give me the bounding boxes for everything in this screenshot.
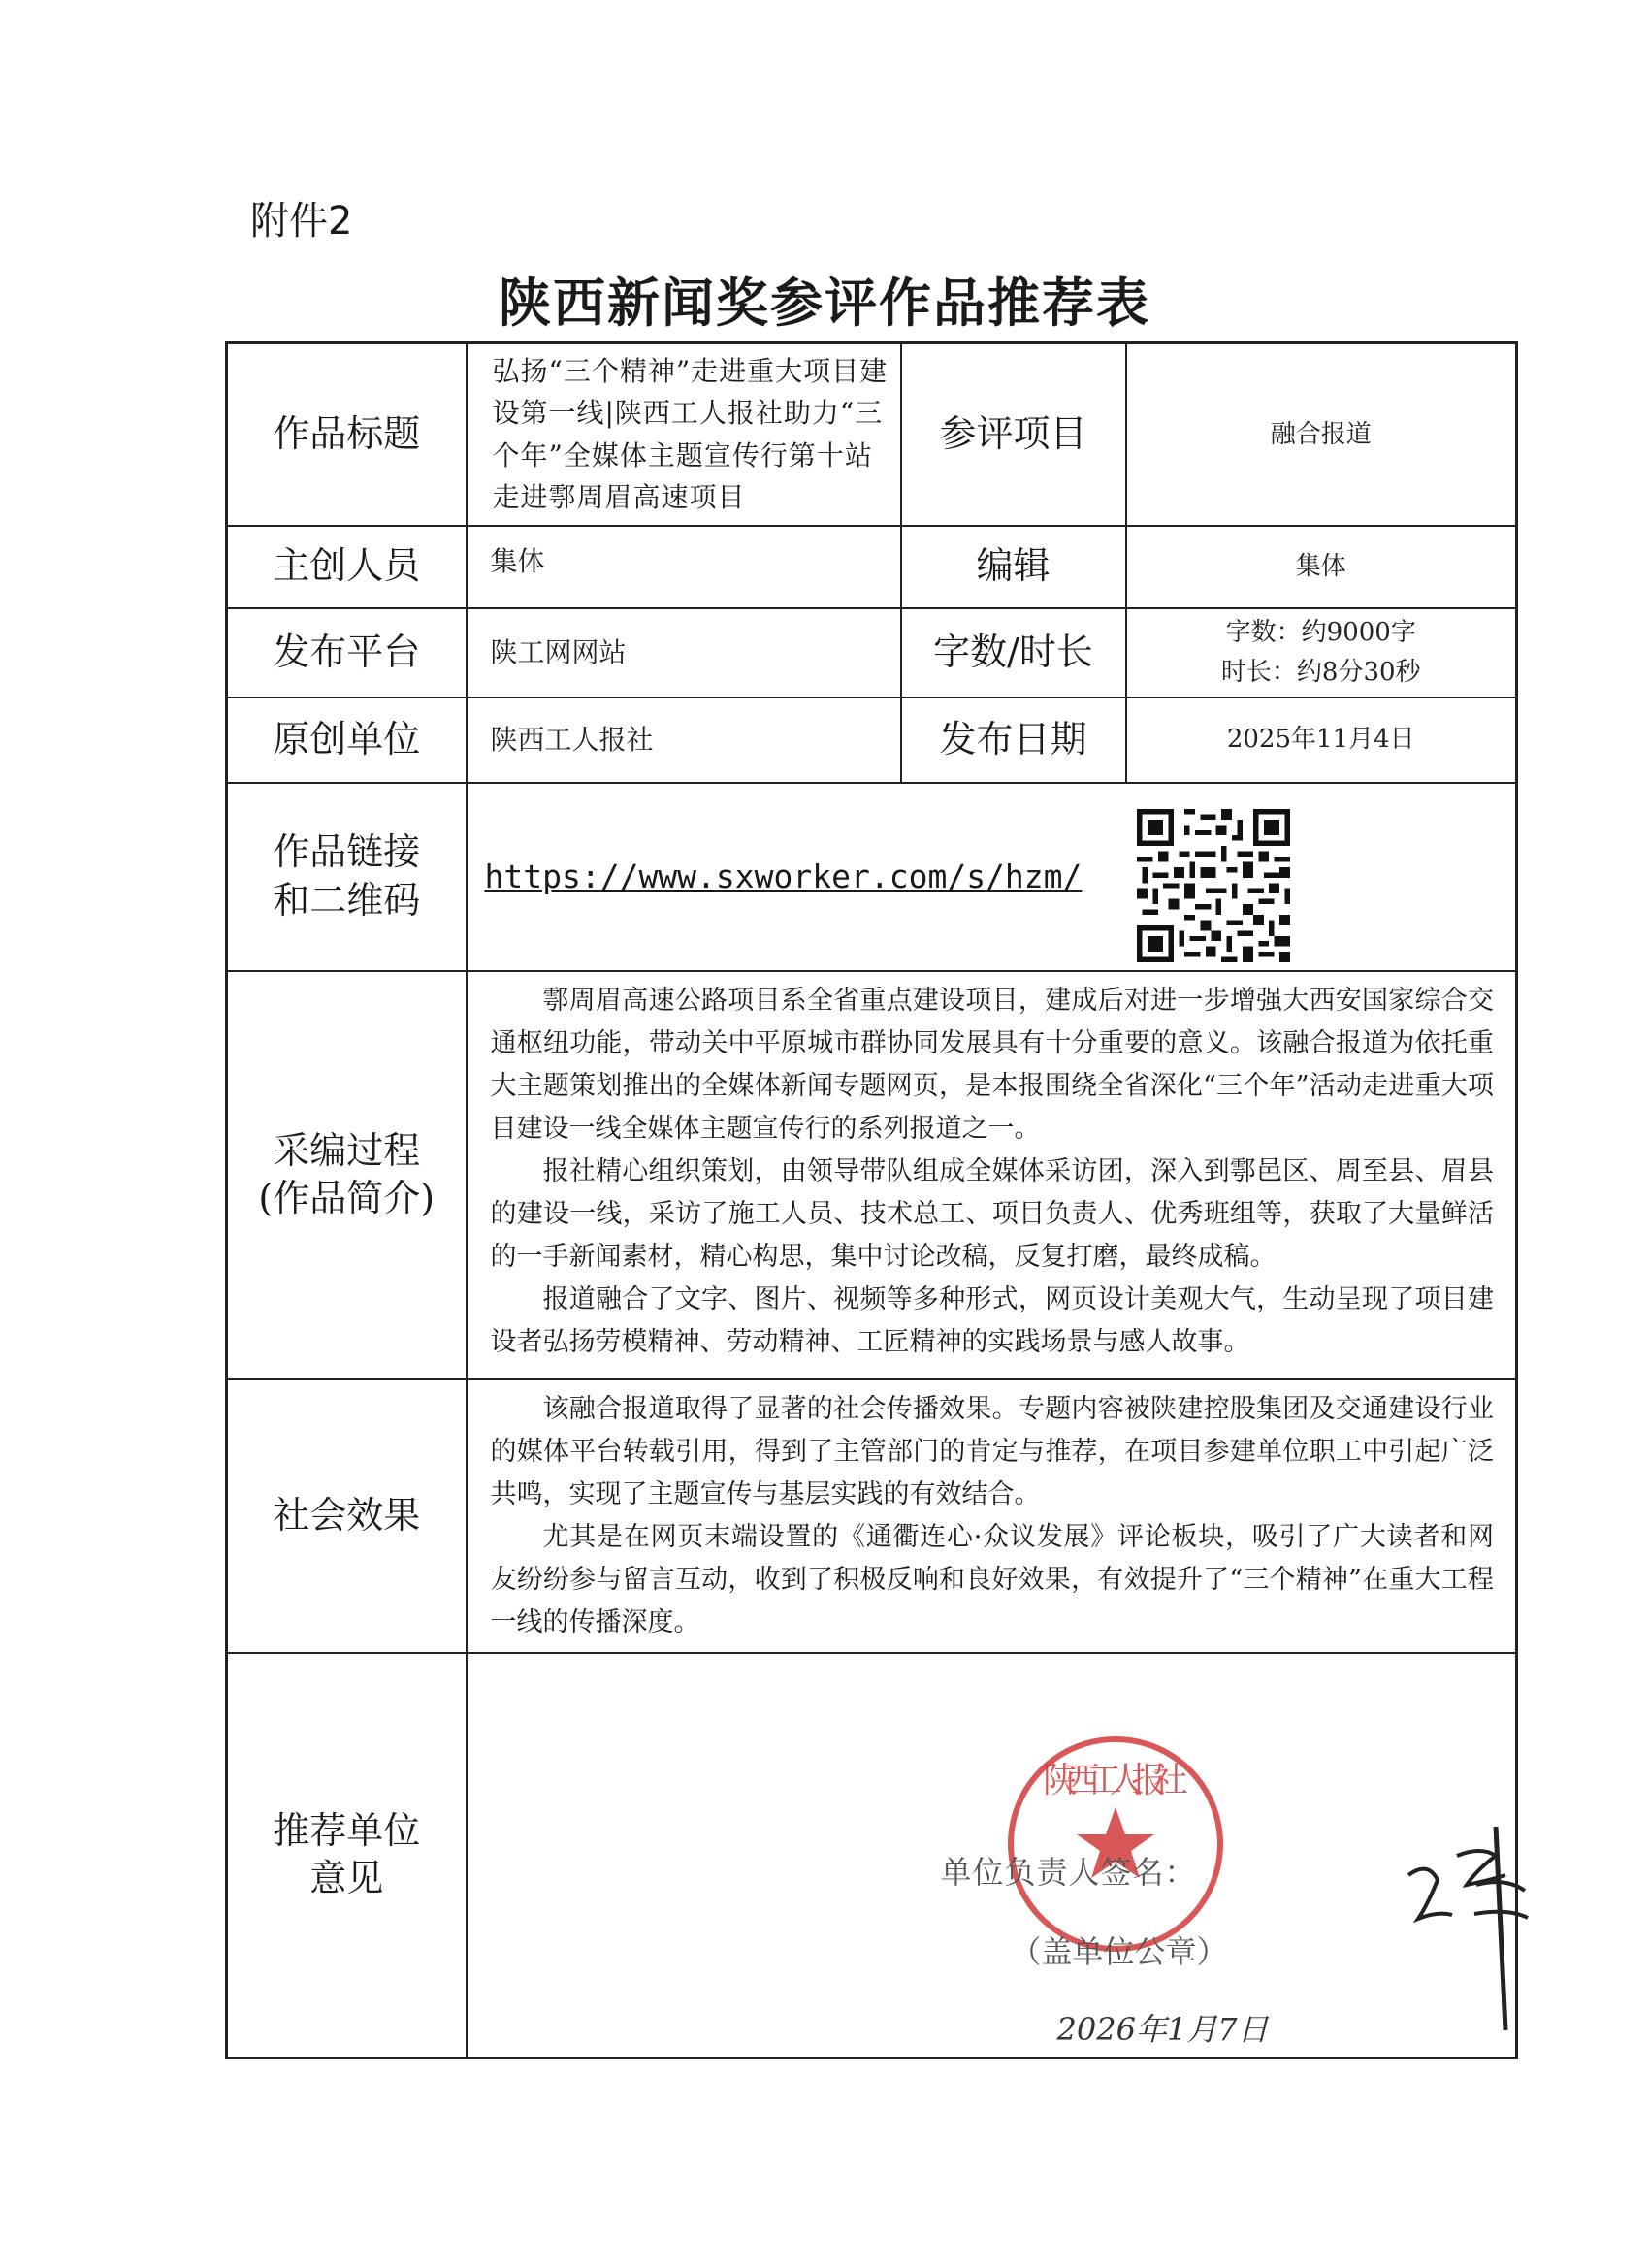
category-label: 参评项目: [901, 343, 1126, 526]
platform-label: 发布平台: [227, 608, 467, 697]
process-label-line2: (作品简介): [258, 1177, 436, 1220]
opinion-label-line1: 推荐单位: [273, 1808, 421, 1852]
opinion-body: [467, 1653, 1517, 2058]
handwritten-signature-icon: [1399, 1817, 1544, 2040]
link-cell: [467, 783, 1517, 971]
row-opinion: [227, 1653, 1517, 2058]
official-seal-icon: [1003, 1732, 1228, 1957]
opinion-label-line2: 意见: [309, 1857, 384, 1900]
duration: 时长：约8分30秒: [1220, 657, 1421, 687]
creator-label: 主创人员: [227, 526, 467, 608]
effect-body: [467, 1379, 1517, 1653]
row-platform: [227, 608, 1517, 697]
row-unit: [227, 697, 1517, 783]
process-label: [227, 971, 467, 1379]
work-title-label: 作品标题: [227, 343, 467, 526]
length-label: 字数/时长: [901, 608, 1126, 697]
category-value: 融合报道: [1126, 343, 1517, 526]
recommendation-form: [225, 341, 1518, 2059]
attachment-label: 附件2: [250, 199, 353, 243]
document-title: 陕西新闻奖参评作品推荐表: [499, 272, 1150, 334]
sign-date: 2026年1月7日: [1056, 2010, 1269, 2048]
unit-value: 陕西工人报社: [467, 697, 901, 783]
platform-value: 陕工网网站: [467, 608, 901, 697]
process-body: [467, 971, 1517, 1379]
process-paragraph: 报道融合了文字、图片、视频等多种形式，网页设计美观大气，生动呈现了项目建设者弘扬劳模精神、劳动精神、工匠精神的实践场景与感人故事。: [490, 1283, 1494, 1357]
date-label: 发布日期: [901, 697, 1126, 783]
work-title-value: 弘扬“三个精神”走进重大项目建设第一线|陕西工人报社助力“三个年”全媒体主题宣传行第十站走进鄠周眉高速项目: [467, 343, 901, 526]
opinion-label: [227, 1653, 467, 2058]
date-value: 2025年11月4日: [1126, 697, 1517, 783]
qr-code-icon: [1137, 809, 1290, 962]
effect-label: 社会效果: [227, 1379, 467, 1653]
unit-label: 原创单位: [227, 697, 467, 783]
word-count: 字数：约9000字: [1225, 618, 1416, 648]
row-link: [227, 783, 1517, 971]
seal-note: （盖单位公章）: [1010, 1932, 1228, 1970]
process-paragraph: 报社精心组织策划，由领导带队组成全媒体采访团，深入到鄠邑区、周至县、眉县的建设一线，采访了施工人员、技术总工、项目负责人、优秀班组等，获取了大量鲜活的一手新闻素材，精心构思，集中讨论改稿，反复打磨，最终成稿。: [490, 1155, 1494, 1272]
length-value: [1126, 608, 1517, 697]
row-effect: [227, 1379, 1517, 1653]
row-process: [227, 971, 1517, 1379]
effect-paragraph: 尤其是在网页末端设置的《通衢连心·众议发展》评论板块，吸引了广大读者和网友纷纷参与留言互动，收到了积极反响和良好效果，有效提升了“三个精神”在重大工程一线的传播深度。: [490, 1521, 1494, 1637]
link-label-line1: 作品链接: [273, 830, 421, 874]
link-label-line2: 和二维码: [273, 878, 421, 922]
row-work-title: [227, 343, 1517, 526]
row-creator: [227, 526, 1517, 608]
link-label: [227, 783, 467, 971]
work-url-link[interactable]: https://www.sxworker.com/s/hzm/: [484, 858, 1083, 896]
signature-area: [468, 1654, 1516, 2057]
editor-value: 集体: [1126, 526, 1517, 608]
editor-label: 编辑: [901, 526, 1126, 608]
creator-value: 集体: [467, 526, 901, 608]
process-paragraph: 鄠周眉高速公路项目系全省重点建设项目，建成后对进一步增强大西安国家综合交通枢纽功能，带动关中平原城市群协同发展具有十分重要的意义。该融合报道为依托重大主题策划推出的全媒体新闻专题网页，是本报围绕全省深化“三个年”活动走进重大项目建设一线全媒体主题宣传行的系列报道之一。: [490, 985, 1494, 1144]
signature-label: 单位负责人签名：: [940, 1853, 1197, 1891]
process-label-line1: 采编过程: [273, 1128, 421, 1172]
effect-paragraph: 该融合报道取得了显著的社会传播效果。专题内容被陕建控股集团及交通建设行业的媒体平台转载引用，得到了主管部门的肯定与推荐，在项目参建单位职工中引起广泛共鸣，实现了主题宣传与基层实践的有效结合。: [490, 1393, 1494, 1509]
seal-text: 陕西工人报社: [1042, 1760, 1188, 1800]
